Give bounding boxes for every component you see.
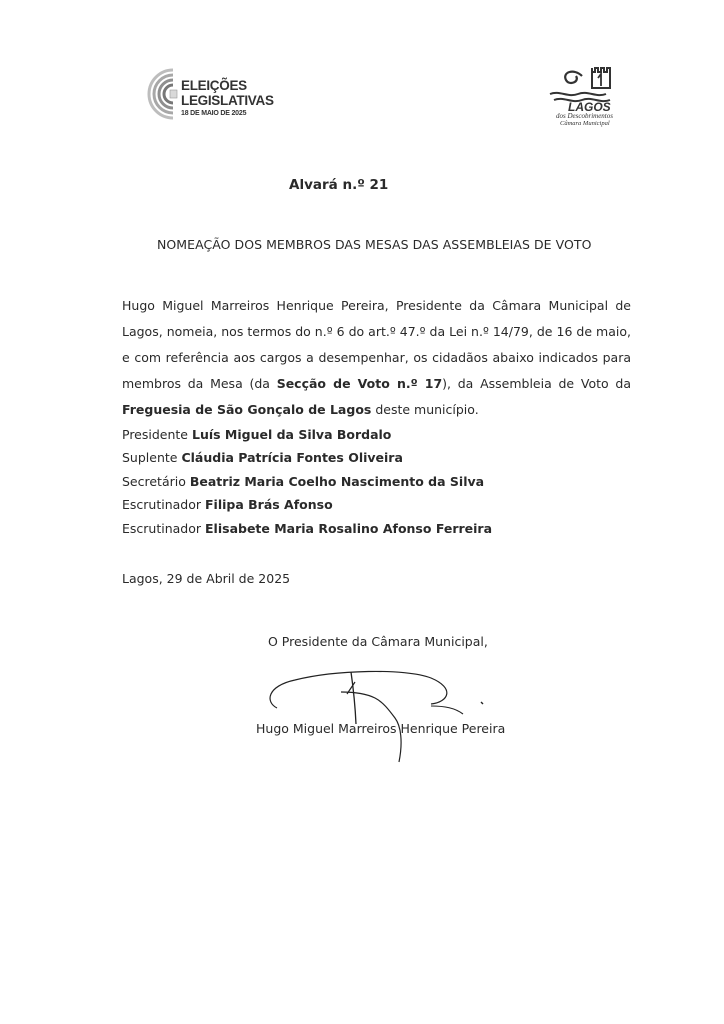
member-name: Beatriz Maria Coelho Nascimento da Silva: [189, 474, 485, 489]
lagos-emblem-icon: [532, 60, 622, 105]
member-role: Escrutinador: [122, 521, 202, 536]
member-name: Elisabete Maria Rosalino Afonso Ferreira: [205, 521, 493, 536]
member-role: Suplente: [122, 450, 178, 465]
lagos-logo-entity: Câmara Municipal: [560, 120, 610, 127]
body-polling-section: Secção de Voto n.º 17: [276, 376, 443, 391]
place-and-date: Lagos, 29 de Abril de 2025: [122, 571, 291, 586]
elections-logo: [143, 62, 273, 128]
member-row: [122, 497, 333, 512]
lagos-logo-tagline: dos Descobrimentos: [556, 112, 613, 120]
member-row: [122, 521, 492, 536]
signatory-name: Hugo Miguel Marreiros Henrique Pereira: [256, 721, 506, 736]
elections-logo-line1: ELEIÇÕES: [181, 78, 247, 93]
body-parish: Freguesia de São Gonçalo de Lagos: [122, 402, 372, 417]
document-title: Alvará n.º 21: [289, 177, 389, 193]
body-text-part1: Hugo Miguel Marreiros Henrique Pereira, Presidente da Câmara Municipal de Lagos, nomeia, nos termos do n.º 6 do art.º 47.º da Lei n.º 14/79, de 16 de maio, e com referência aos cargos a desempenhar, os cidadãos abaixo indicados para membros da Mesa (da: [122, 298, 631, 391]
member-name: Cláudia Patrícia Fontes Oliveira: [181, 450, 403, 465]
lagos-logo-name: LAGOS: [568, 100, 611, 114]
signatory-title: O Presidente da Câmara Municipal,: [268, 634, 488, 649]
lagos-municipality-logo: [532, 60, 622, 140]
member-row: [122, 450, 403, 465]
member-role: Presidente: [122, 427, 188, 442]
member-role: Secretário: [122, 474, 186, 489]
member-row: [122, 427, 391, 442]
document-subtitle: NOMEAÇÃO DOS MEMBROS DAS MESAS DAS ASSEMBLEIAS DE VOTO: [157, 237, 592, 252]
elections-logo-line2: LEGISLATIVAS: [181, 93, 274, 108]
member-name: Filipa Brás Afonso: [205, 497, 333, 512]
elections-logo-date: 18 DE MAIO DE 2025: [181, 110, 247, 117]
member-role: Escrutinador: [122, 497, 202, 512]
member-row: [122, 474, 484, 489]
body-paragraph: [122, 293, 631, 423]
body-text-part3: deste município.: [371, 402, 479, 417]
body-text-part2: ), da Assembleia de Voto da: [442, 376, 631, 391]
member-name: Luís Miguel da Silva Bordalo: [191, 427, 392, 442]
handwritten-signature: [255, 662, 495, 772]
